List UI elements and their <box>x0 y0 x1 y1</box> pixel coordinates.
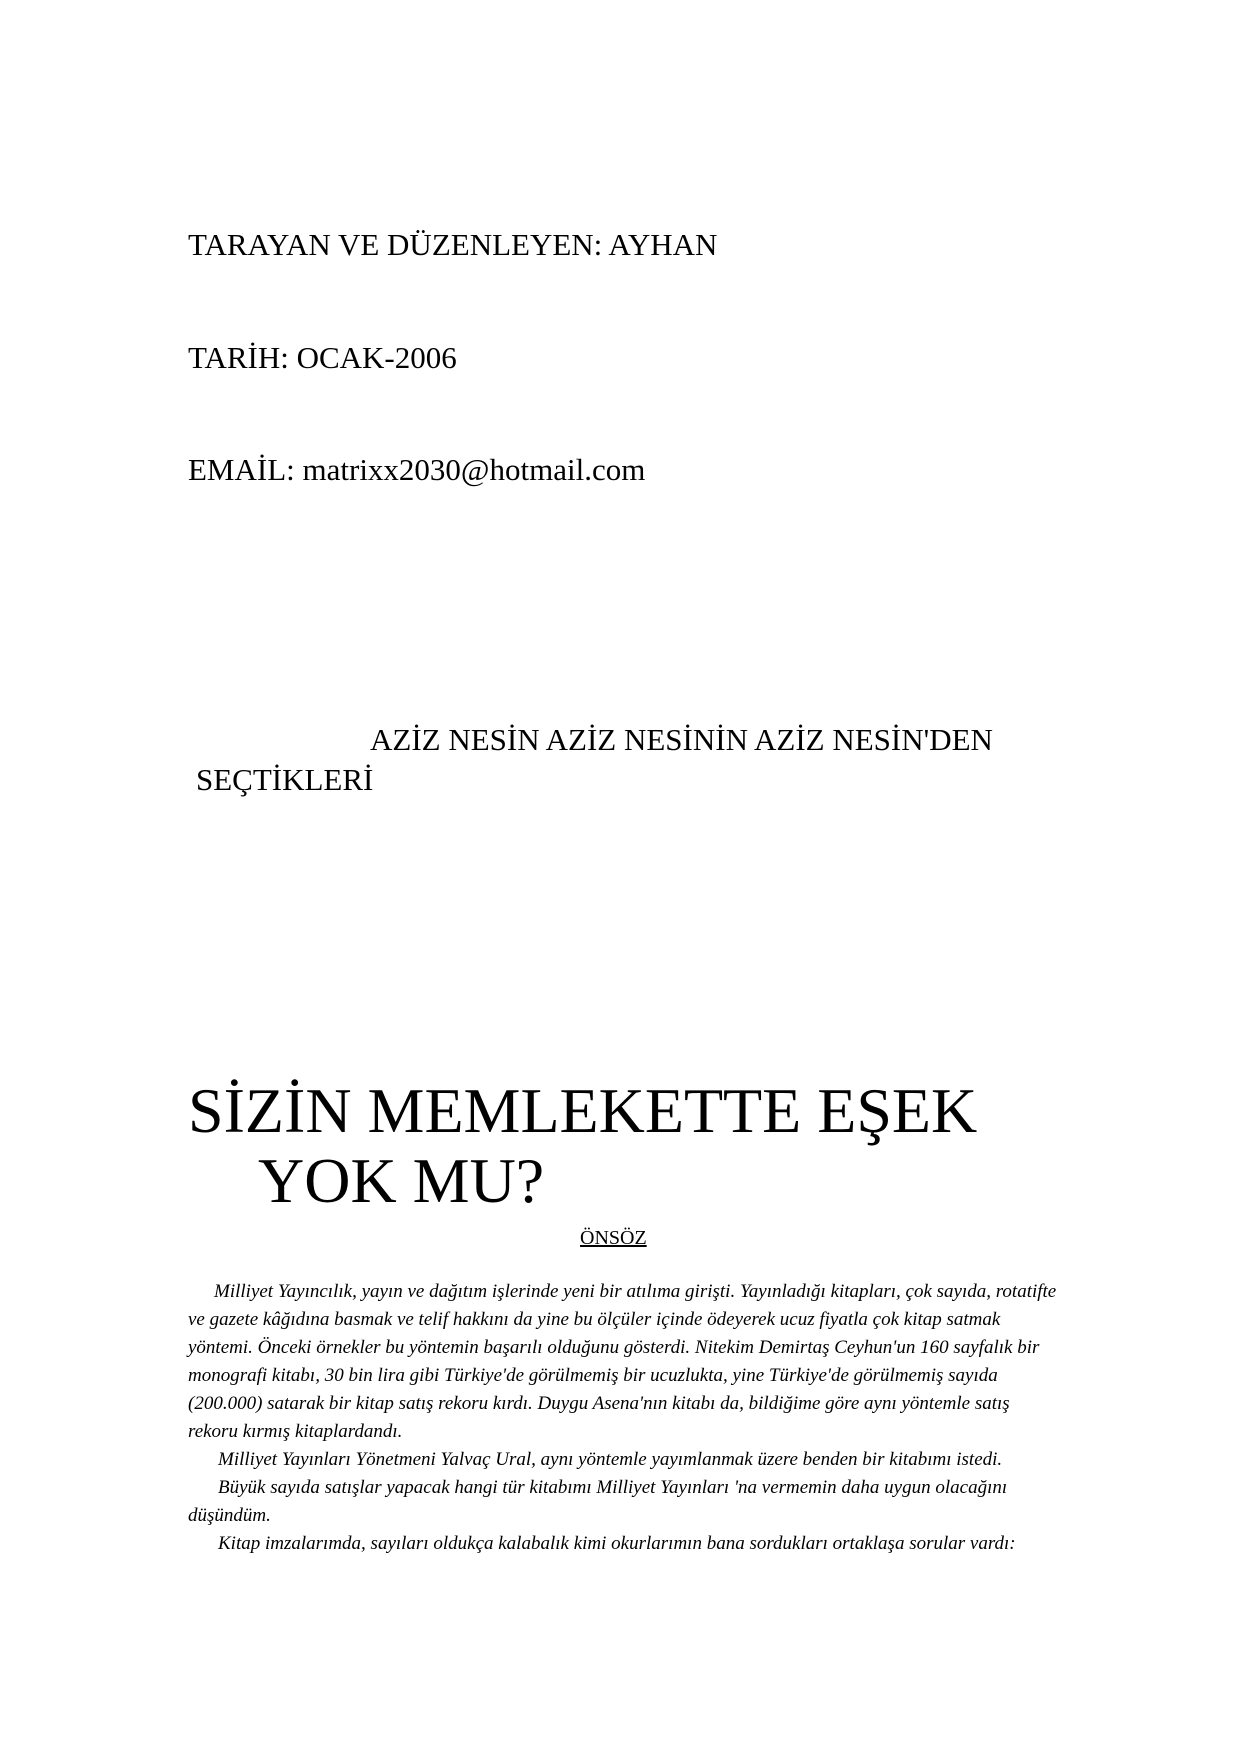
preface-heading: ÖNSÖZ <box>580 1227 647 1249</box>
contact-email: EMAİL: matrixx2030@hotmail.com <box>188 452 646 487</box>
story-title <box>188 1076 1088 1216</box>
story-title-line2: YOK MU? <box>258 1145 545 1216</box>
preface-paragraph: Milliyet Yayıncılık, yayın ve dağıtım işlerinde yeni bir atılıma girişti. Yayınladığı kitapları, çok sayıda, rotatifte ve gazete kâğıdına basmak ve telif hakkını da yine bu ölçüler içinde ödeyerek ucuz fiyatla çok kitap satmak yöntemi. Önceki örnekler bu yöntemin başarılı olduğunu gösterdi. Nitekim Demirtaş Ceyhun'un 160 sayfalık bir monografi kitabı, 30 bin lira gibi Türkiye'de görülmemiş bir ucuzlukta, yine Türkiye'de görülmemiş sayıda (200.000) satarak bir kitap satış rekoru kırdı. Duygu Asena'nın kitabı da, bildiğime göre aynı yöntemle satış rekoru kırmış kitaplardandı. <box>188 1281 1057 1442</box>
preface-paragraph: Kitap imzalarımda, sayıları oldukça kalabalık kimi okurlarımın bana sordukları ortaklaşa sorular vardı: <box>218 1533 1016 1554</box>
preface-paragraph: Büyük sayıda satışlar yapacak hangi tür kitabımı Milliyet Yayınları 'na vermemin daha uygun olacağını düşündüm. <box>188 1477 1008 1526</box>
book-title: AZİZ NESİN AZİZ NESİNİN AZİZ NESİN'DEN SEÇTİKLERİ <box>196 722 993 797</box>
story-title-line1: SİZİN MEMLEKETTE EŞEK <box>188 1075 978 1146</box>
preface-paragraph: Milliyet Yayınları Yönetmeni Yalvaç Ural, aynı yöntemle yayımlanmak üzere benden bir kitabımı istedi. <box>218 1449 1003 1470</box>
scanner-credit: TARAYAN VE DÜZENLEYEN: AYHAN <box>188 227 718 262</box>
scan-date: TARİH: OCAK-2006 <box>188 340 457 375</box>
preface-body <box>188 1278 1058 1558</box>
